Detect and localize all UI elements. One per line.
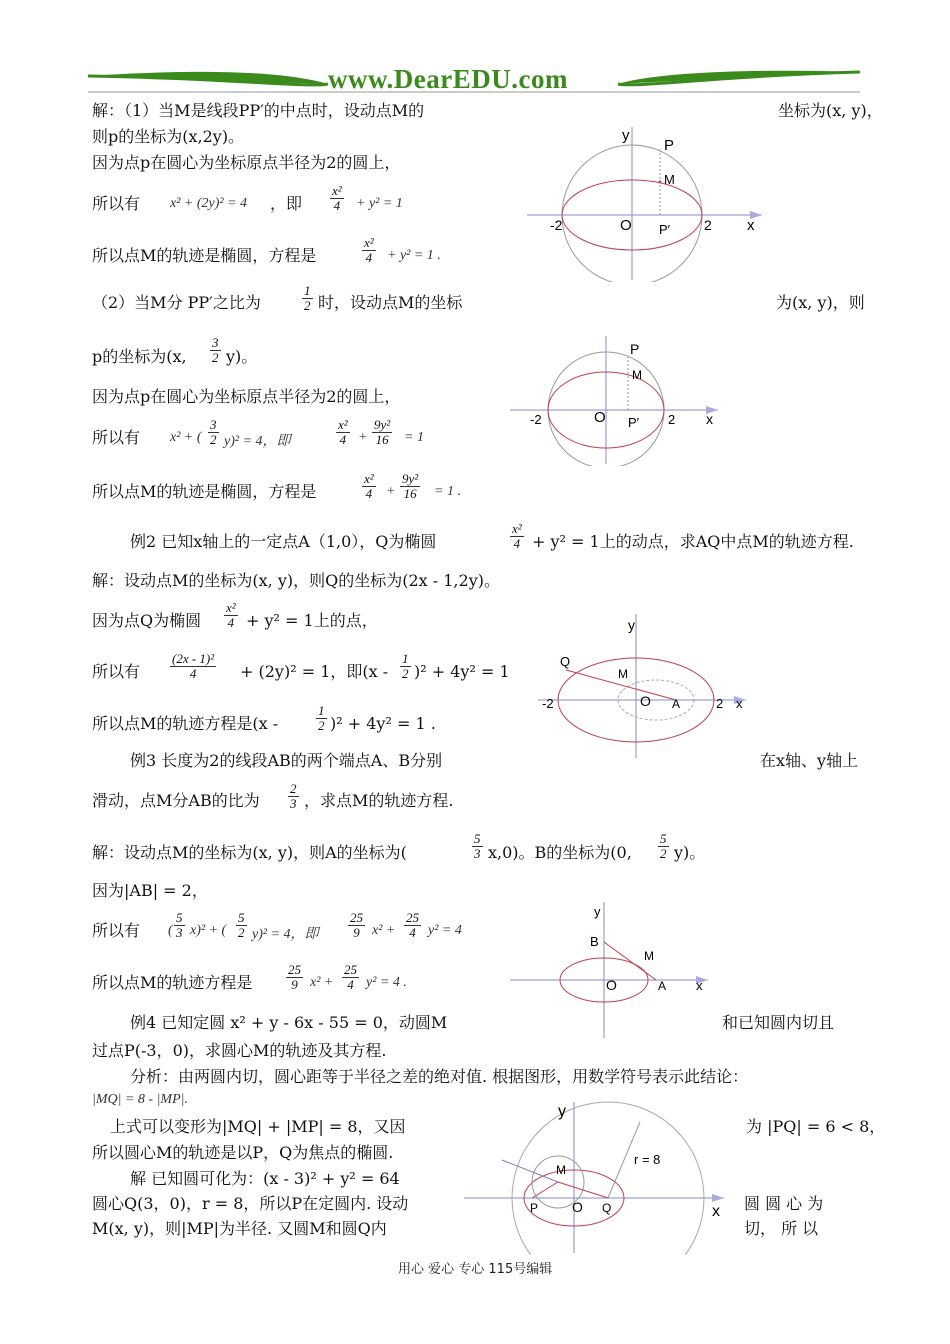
origin-label: O — [572, 1199, 583, 1215]
line: 所以圆心M的轨迹是以P，Q为焦点的椭圆. — [92, 1143, 394, 1162]
line: 解 已知圆可化为：(x - 3)² + y² = 64 — [130, 1169, 400, 1188]
line: )² + 4y² = 1 — [414, 662, 510, 681]
fraction: $\frac{5}{2}$ — [238, 910, 245, 940]
fraction: $\frac{25}{9}$ — [288, 962, 301, 992]
fraction: $\frac{25}{4}$ — [344, 962, 357, 992]
line: 因为|AB| = 2， — [92, 881, 208, 900]
figure-3 — [536, 612, 751, 760]
point-label: A — [672, 697, 681, 711]
line: （2）当M分 PP′之比为 — [92, 293, 261, 312]
equation: = 1 — [404, 430, 424, 445]
tick-label: 2 — [668, 412, 676, 427]
point-label: M — [664, 172, 675, 187]
line: 时，设动点M的坐标 — [318, 293, 463, 312]
point-label: Q — [602, 1201, 612, 1215]
axis-label: y — [622, 127, 630, 144]
line: 分析：由两圆内切，圆心距等于半径之差的绝对值. 根据图形，用数学符号表示此结论： — [130, 1067, 749, 1086]
radius-label: r = 8 — [634, 1152, 661, 1167]
equation: x² + (2y)² = 4 — [170, 196, 248, 211]
axis-label: y — [594, 904, 601, 919]
point-label: A — [658, 979, 667, 993]
fraction: $\frac{\text{x²}}{4}$ — [512, 521, 522, 551]
equation: x² + — [372, 923, 396, 938]
line: 解：（1）当M是线段PP′的中点时，设动点M的 — [92, 101, 425, 120]
line: x,0)。B的坐标为(0, — [488, 843, 632, 862]
fraction: $\frac{3}{2}$ — [210, 417, 217, 447]
figure-5 — [462, 1100, 732, 1255]
figure-2 — [508, 334, 723, 466]
line: 为 |PQ| = 6 < 8， — [746, 1117, 886, 1136]
equation: y)² = 4，即 — [252, 927, 319, 942]
line: 因为点Q为椭圆 — [92, 611, 202, 630]
equation: x² + ( — [170, 430, 202, 445]
line: 切， 所 以 — [744, 1219, 819, 1238]
page-footer: 用心 爱心 专心 115号编辑 — [398, 1262, 553, 1277]
line: 所以点M的轨迹是椭圆，方程是 — [92, 482, 317, 501]
line: 所以有 — [92, 921, 141, 940]
point-label: M — [618, 667, 628, 681]
tick-label: -2 — [550, 217, 563, 233]
axis-label: x — [696, 978, 703, 993]
line: 例3 长度为2的线段AB的两个端点A、B分别 — [130, 751, 443, 770]
line: y)。 — [674, 843, 706, 862]
line: 所以点M的轨迹是椭圆，方程是 — [92, 246, 317, 265]
fraction: $\frac{5}{2}$ — [660, 831, 667, 861]
point-label: Q — [560, 654, 571, 669]
equation: + y² = 1 . — [387, 248, 441, 263]
point-label: M — [644, 949, 654, 963]
point-label: M — [632, 368, 642, 382]
line: p的坐标为(x, — [92, 347, 187, 366]
point-label: P′ — [659, 222, 671, 237]
fraction: $\frac{\text{x²}}{4}$ — [364, 235, 374, 265]
line: 为(x, y)，则 — [776, 293, 865, 312]
fraction: $\frac{1}{2}$ — [304, 283, 311, 313]
point-label: P — [530, 1201, 539, 1215]
line: 和已知圆内切且 — [722, 1013, 835, 1032]
origin-label: O — [620, 217, 632, 234]
fraction: $\frac{\text{x²}}{4}$ — [332, 183, 342, 213]
fraction: $\frac{\text{x²}}{4}$ — [364, 471, 374, 501]
line: y)。 — [226, 347, 258, 366]
line: + y² = 1上的动点，求AQ中点M的轨迹方程. — [532, 532, 854, 551]
equation: = 1 . — [434, 484, 461, 499]
line: 圆 圆 心 为 — [744, 1194, 824, 1213]
fraction: $\frac{5}{3}$ — [176, 910, 183, 940]
equation: y)² = 4，即 — [224, 434, 291, 449]
point-label: P′ — [628, 415, 640, 430]
site-logo: www.DearEDU.com — [328, 64, 568, 94]
line: 所以有 — [92, 194, 141, 213]
tick-label: -2 — [530, 412, 542, 427]
fraction: $\frac{5}{3}$ — [474, 831, 481, 861]
origin-label: O — [606, 977, 617, 993]
line: 所以有 — [92, 662, 141, 681]
line: M(x, y)，则|MP|为半径. 又圆M和圆Q内 — [92, 1219, 387, 1238]
line: 例2 已知x轴上的一定点A（1,0），Q为椭圆 — [130, 532, 437, 551]
line: 因为点p在圆心为坐标原点半径为2的圆上， — [92, 153, 401, 172]
axis-label: x — [706, 411, 713, 427]
line: + y² = 1上的点， — [246, 611, 378, 630]
fraction: $\frac{25}{4}$ — [406, 910, 419, 940]
line: ，求点M的轨迹方程. — [304, 791, 454, 810]
fraction: $\frac{\text{(2x - 1)²}}{4}$ — [172, 651, 215, 681]
line: 例4 已知定圆 x² + y - 6x - 55 = 0，动圆M — [130, 1013, 448, 1032]
axis-label: y — [628, 617, 635, 633]
line: 滑动，点M分AB的比为 — [92, 791, 260, 810]
fraction: $\frac{\text{9y²}}{16}$ — [374, 417, 391, 447]
equation: + y² = 1 — [356, 196, 403, 211]
fraction: $\frac{\text{x²}}{4}$ — [338, 417, 348, 447]
axis-label: y — [558, 1103, 566, 1120]
line: 则p的坐标为(x,2y)。 — [92, 127, 245, 146]
tick-label: 2 — [704, 217, 712, 233]
point-label: P — [664, 137, 675, 154]
line: )² + 4y² = 1 . — [330, 714, 436, 733]
equation: x)² + ( — [190, 923, 227, 938]
tick-label: 2 — [716, 696, 724, 711]
fraction: $\frac{1}{2}$ — [402, 651, 409, 681]
fraction: $\frac{2}{3}$ — [290, 781, 297, 811]
line: 过点P(-3，0)，求圆心M的轨迹及其方程. — [92, 1041, 387, 1060]
axis-label: x — [747, 217, 755, 234]
figure-4 — [508, 900, 713, 1040]
point-label: P — [630, 341, 640, 357]
axis-label: x — [736, 696, 743, 711]
line: 解：设动点M的坐标为(x, y)，则A的坐标为( — [92, 843, 407, 862]
equation: y² = 4 . — [366, 975, 407, 990]
line: 因为点p在圆心为坐标原点半径为2的圆上， — [92, 387, 401, 406]
fraction: $\frac{25}{9}$ — [350, 910, 363, 940]
figure-1 — [522, 122, 767, 282]
fraction: $\frac{\text{x²}}{4}$ — [226, 600, 236, 630]
line: 在x轴、y轴上 — [760, 751, 859, 770]
axis-label: x — [712, 1203, 720, 1220]
line: 上式可以变形为|MQ| + |MP| = 8，又因 — [110, 1117, 406, 1136]
origin-label: O — [640, 693, 651, 709]
equation: x² + — [310, 975, 334, 990]
point-label: M — [556, 1163, 566, 1177]
line: ，即 — [270, 194, 303, 213]
fraction: $\frac{\text{9y²}}{16}$ — [402, 471, 419, 501]
line: 所以有 — [92, 428, 141, 447]
line: + (2y)² = 1，即(x - — [240, 662, 389, 681]
fraction: $\frac{3}{2}$ — [212, 335, 219, 365]
line: 圆心Q(3，0)，r = 8，所以P在定圆内. 设动 — [92, 1194, 409, 1213]
origin-label: O — [594, 409, 606, 426]
equation: |MQ| = 8 - |MP|. — [92, 1092, 188, 1107]
line: 所以点M的轨迹方程是(x - — [92, 714, 279, 733]
tick-label: -2 — [542, 696, 554, 711]
line: 坐标为(x, y)， — [778, 101, 883, 120]
equation: y² = 4 — [428, 923, 462, 938]
line: 解：设动点M的坐标为(x, y)，则Q的坐标为(2x - 1,2y)。 — [92, 571, 500, 590]
point-label: B — [590, 934, 599, 949]
line: 所以点M的轨迹方程是 — [92, 973, 253, 992]
fraction: $\frac{1}{2}$ — [318, 703, 325, 733]
